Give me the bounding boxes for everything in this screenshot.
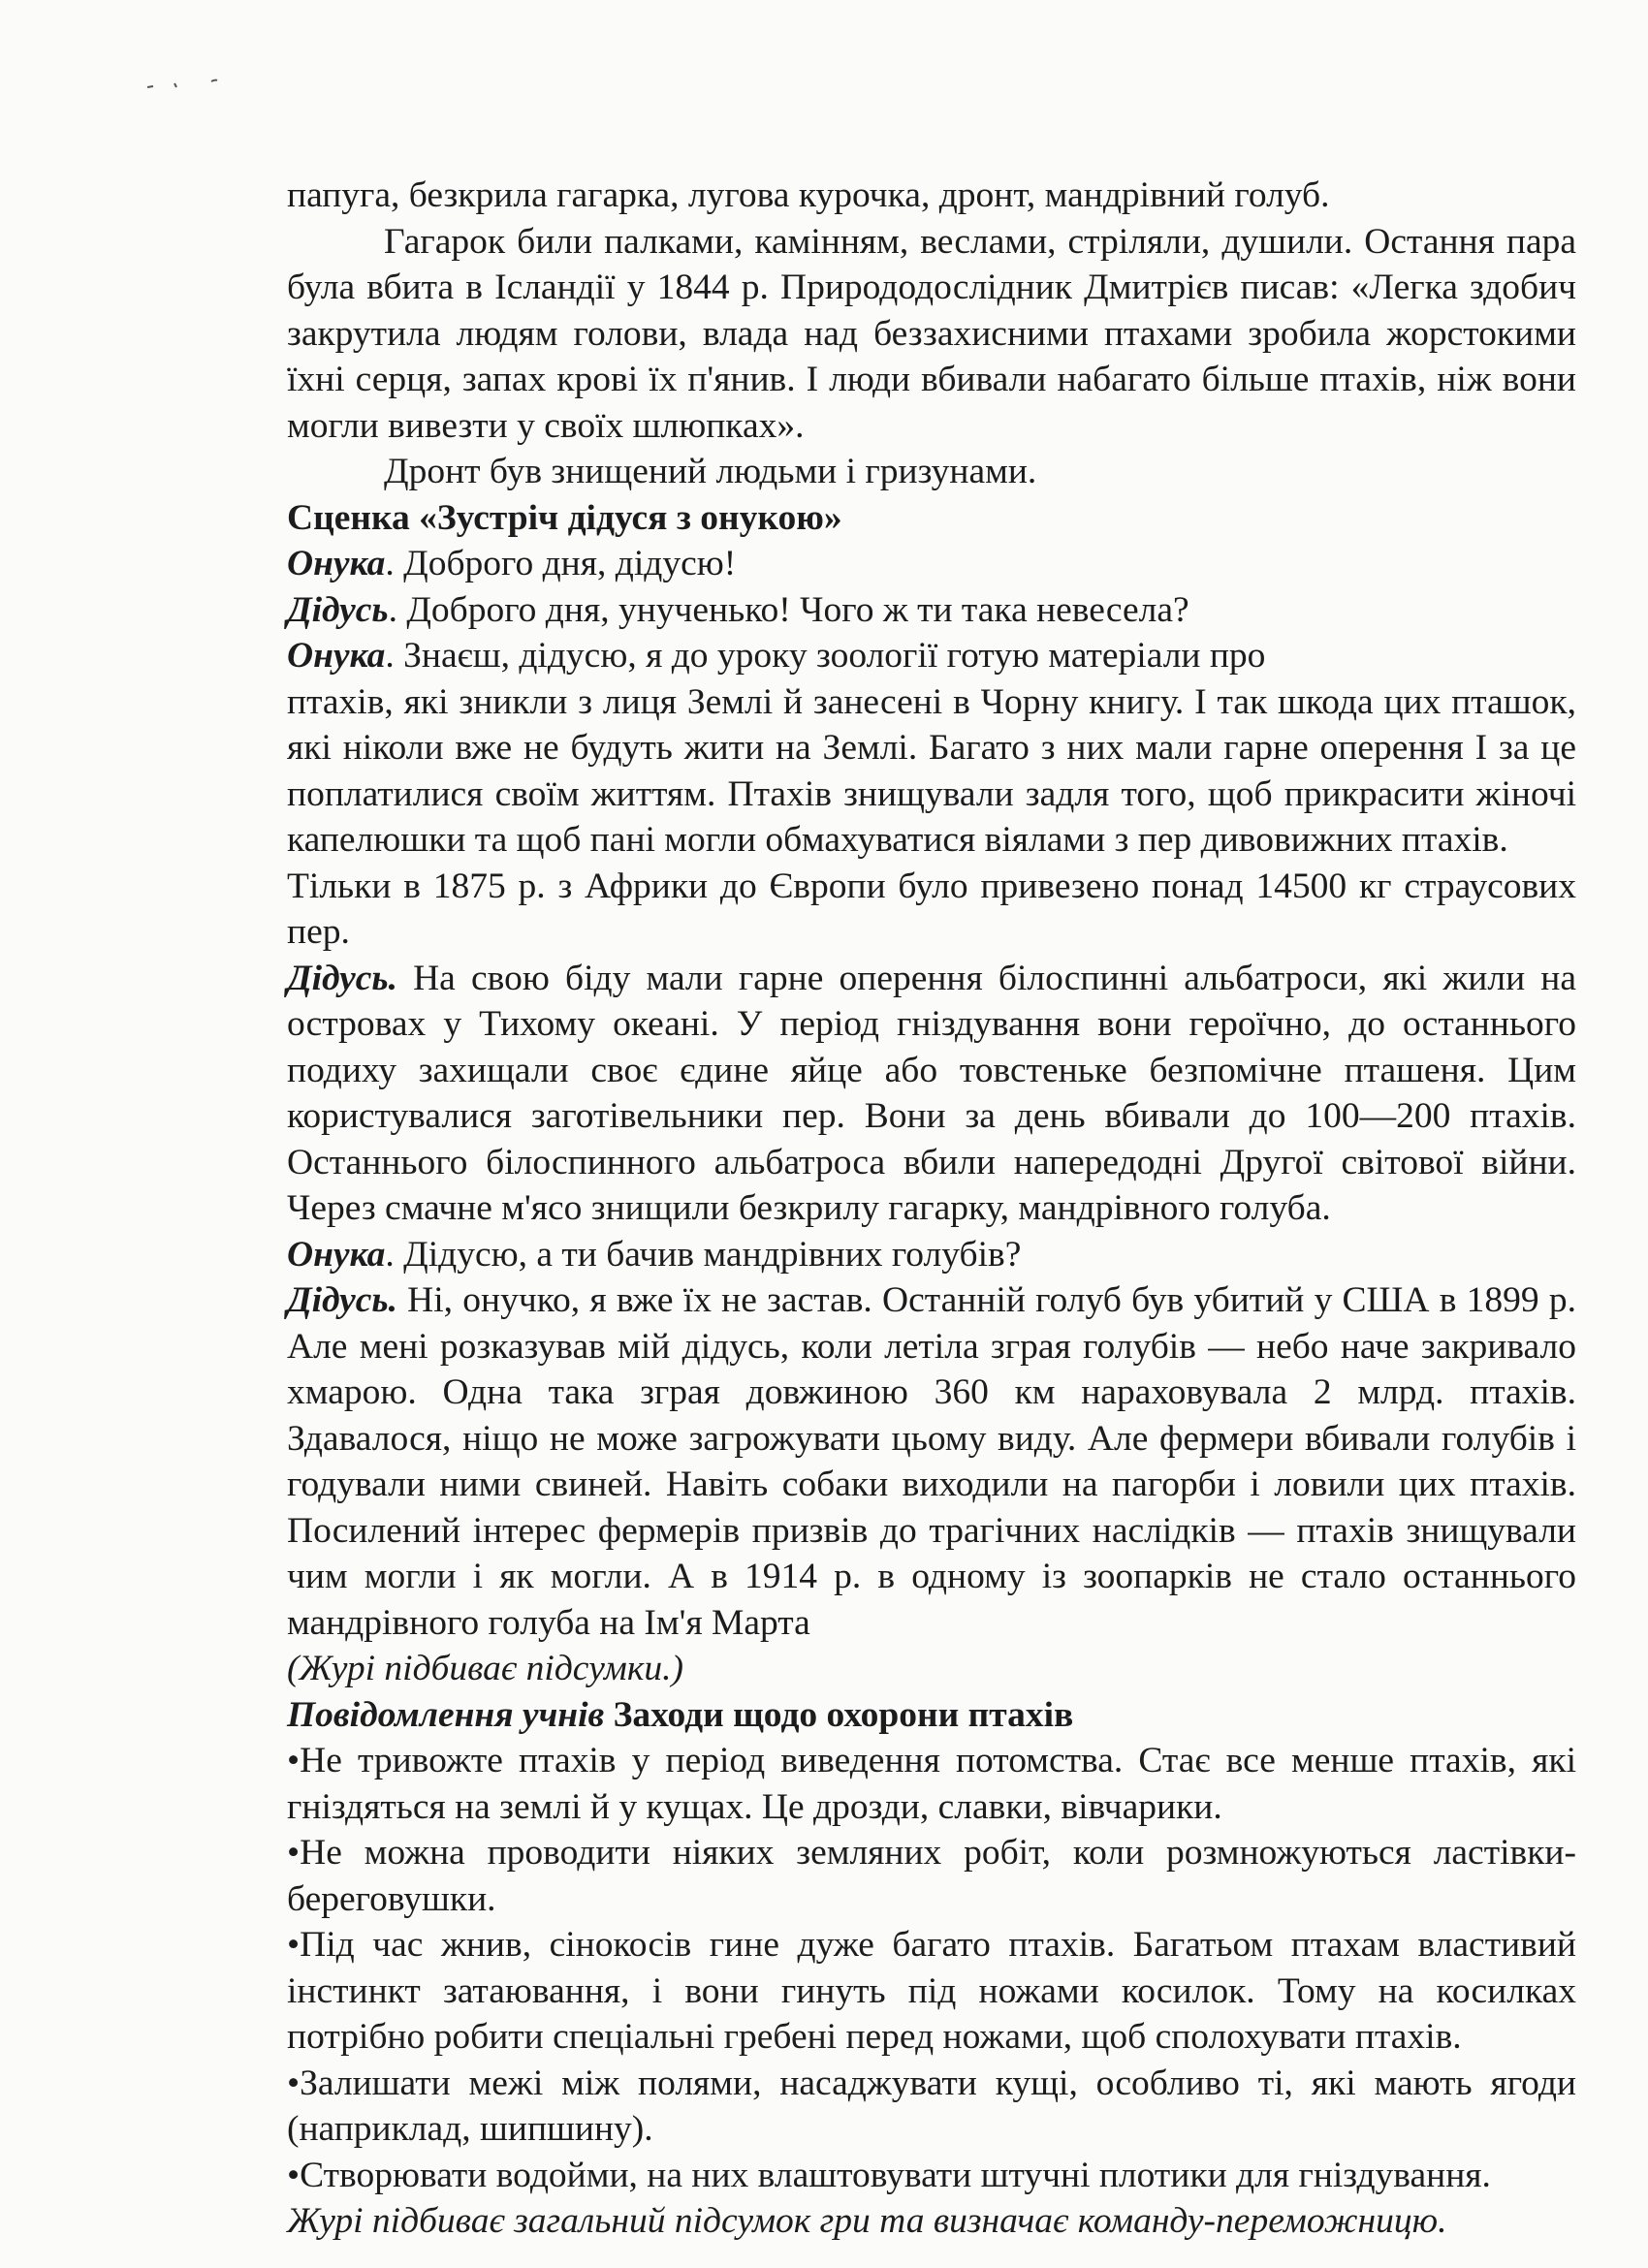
dialogue-text: На свою біду мали гарне оперення білоспинні альбатроси, які жили на островах у Тихому океані. У період гніздування вони героїчно, до останнього подиху захищали своє єдине яйце або товстеньке безпомічне пташеня. Цим користувалися заготівельники пер. Вони за день вбивали до 100—200 птахів. Останнього білоспинного альбатроса вбили напередодні Другої світової війни. Через смачне м'ясо знищили безкрилу гагарку, мандрівного голуба. [287,958,1576,1228]
dialogue-line-albatross [287,956,1576,1232]
ostrich-feather-fact: Тільки в 1875 р. з Африки до Європи було привезено понад 14500 кг страусових пер. [287,866,1576,952]
dialogue-line [287,1232,1576,1278]
dialogue-text: Знаєш, дідусю, я до уроку зоології готую матеріали про [394,636,1266,676]
paragraph-great-auk: Гагарок били палками, камінням, веслами, стріляли, душили. Остання пара була вбита в Ісландії у 1844 р. Природодослідник Дмитрієв писав: «Легка здобич закрутила людям голови, влада над беззахисними птахами зробила жорстокими їхні серця, запах крові їх п'янив. І люди вбивали набагато більше птахів, ніж вони могли вивезти у своїх шлюпках». [287,221,1576,446]
paragraph-extinct-birds-list: папуга, безкрила гагарка, лугова курочка, дронт, мандрівний голуб. [287,175,1330,215]
dialogue-continuation: птахів, які зникли з лиця Землі й занесені в Чорну книгу. І так шкода цих пташок, які ніколи вже не будуть жити на Землі. Багато з них мали гарне оперення І за це поплатилися своїм життям. Птахів знищували задля того, щоб прикрасити жіночі капелюшки та щоб пані могли обмахуватися віялами з пер дивовижних птахів. [287,681,1576,860]
speaker-name: Онука [287,636,386,676]
speaker-name: Онука [287,1234,386,1275]
bullet-icon: • [287,1833,301,1873]
list-item-text: Не тривожте птахів у період виведення потомства. Стає все менше птахів, які гніздяться на землі й у кущах. Це дрозди, славки, вівчарики. [287,1741,1576,1827]
speaker-name: Онука [287,544,386,583]
speaker-separator: . [385,544,395,583]
scan-artifact [145,78,233,91]
bullet-icon: • [287,1925,301,1965]
list-item [287,2061,1576,2153]
list-item-text: Створювати водойми, на них влаштовувати штучні плотики для гніздування. [300,2155,1491,2195]
list-item [287,2153,1576,2199]
speaker-name: Дідусь [287,589,389,630]
speaker-separator: . [385,1234,395,1275]
measures-title: Заходи щодо охорони птахів [604,1694,1074,1735]
list-item [287,1922,1576,2061]
measures-heading [287,1692,1576,1739]
speaker-separator: . [388,589,397,630]
measures-label: Повідомлення учнів [287,1694,605,1735]
speaker-separator: . [385,636,395,676]
closing-note: Журі підбиває загальний підсумок гри та визначає команду-переможницю. [287,2201,1447,2241]
dialogue-text: Доброго дня, дідусю! [394,544,737,583]
bullet-icon: • [287,2063,301,2103]
dialogue-line [287,633,1576,679]
list-item-text: Під час жнив, сінокосів гине дуже багато птахів. Багатьом птахам властивий інстинкт затаювання, і вони гинуть під ножами косилок. Тому на косилках потрібно робити спеціальні гребені перед ножами, щоб сполохувати птахів. [287,1925,1576,2057]
dialogue-text: Ні, онучко, я вже їх не застав. Останній голуб був убитий у США в 1899 р. Але мені розказував мій дідусь, коли летіла зграя голубів — небо наче закривало хмарою. Одна така зграя довжиною 360 км нараховувала 2 млрд. птахів. Здавалося, ніщо не може загрожувати цьому виду. Але фермери вбивали голубів і годували ними свиней. Навіть собаки виходили на пагорби і ловили цих птахів. Посилений інтерес фермерів призвів до трагічних наслідків — птахів знищували чим могли і як могли. А в 1914 р. в одному із зоопарків не стало останнього мандрівного голуба на Ім'я Марта [287,1280,1576,1643]
list-item [287,1830,1576,1922]
paragraph-dodo: Дронт був знищений людьми і гризунами. [384,452,1037,491]
bullet-icon: • [287,2155,301,2195]
speaker-name: Дідусь. [287,1280,397,1320]
dialogue-text: Дідусю, а ти бачив мандрівних голубів? [394,1234,1022,1275]
scene-title: Сценка «Зустріч дідуся з онукою» [287,497,842,538]
dialogue-text: Доброго дня, унученько! Чого ж ти така невесела? [396,589,1189,630]
jury-note: (Журі підбиває підсумки.) [287,1649,683,1688]
speaker-name: Дідусь. [287,958,397,998]
list-item-text: Не можна проводити ніяких земляних робіт, коли розмножуються ластівки-береговушки. [287,1833,1576,1919]
list-item [287,1738,1576,1830]
bullet-icon: • [287,1741,301,1780]
dialogue-line-pigeon [287,1277,1576,1646]
dialogue-line [287,541,1576,587]
list-item-text: Залишати межі між полями, насаджувати кущі, особливо ті, які мають ягоди (наприклад, шипшину). [287,2063,1576,2149]
dialogue-line [287,587,1576,634]
document-page [287,173,1576,2245]
